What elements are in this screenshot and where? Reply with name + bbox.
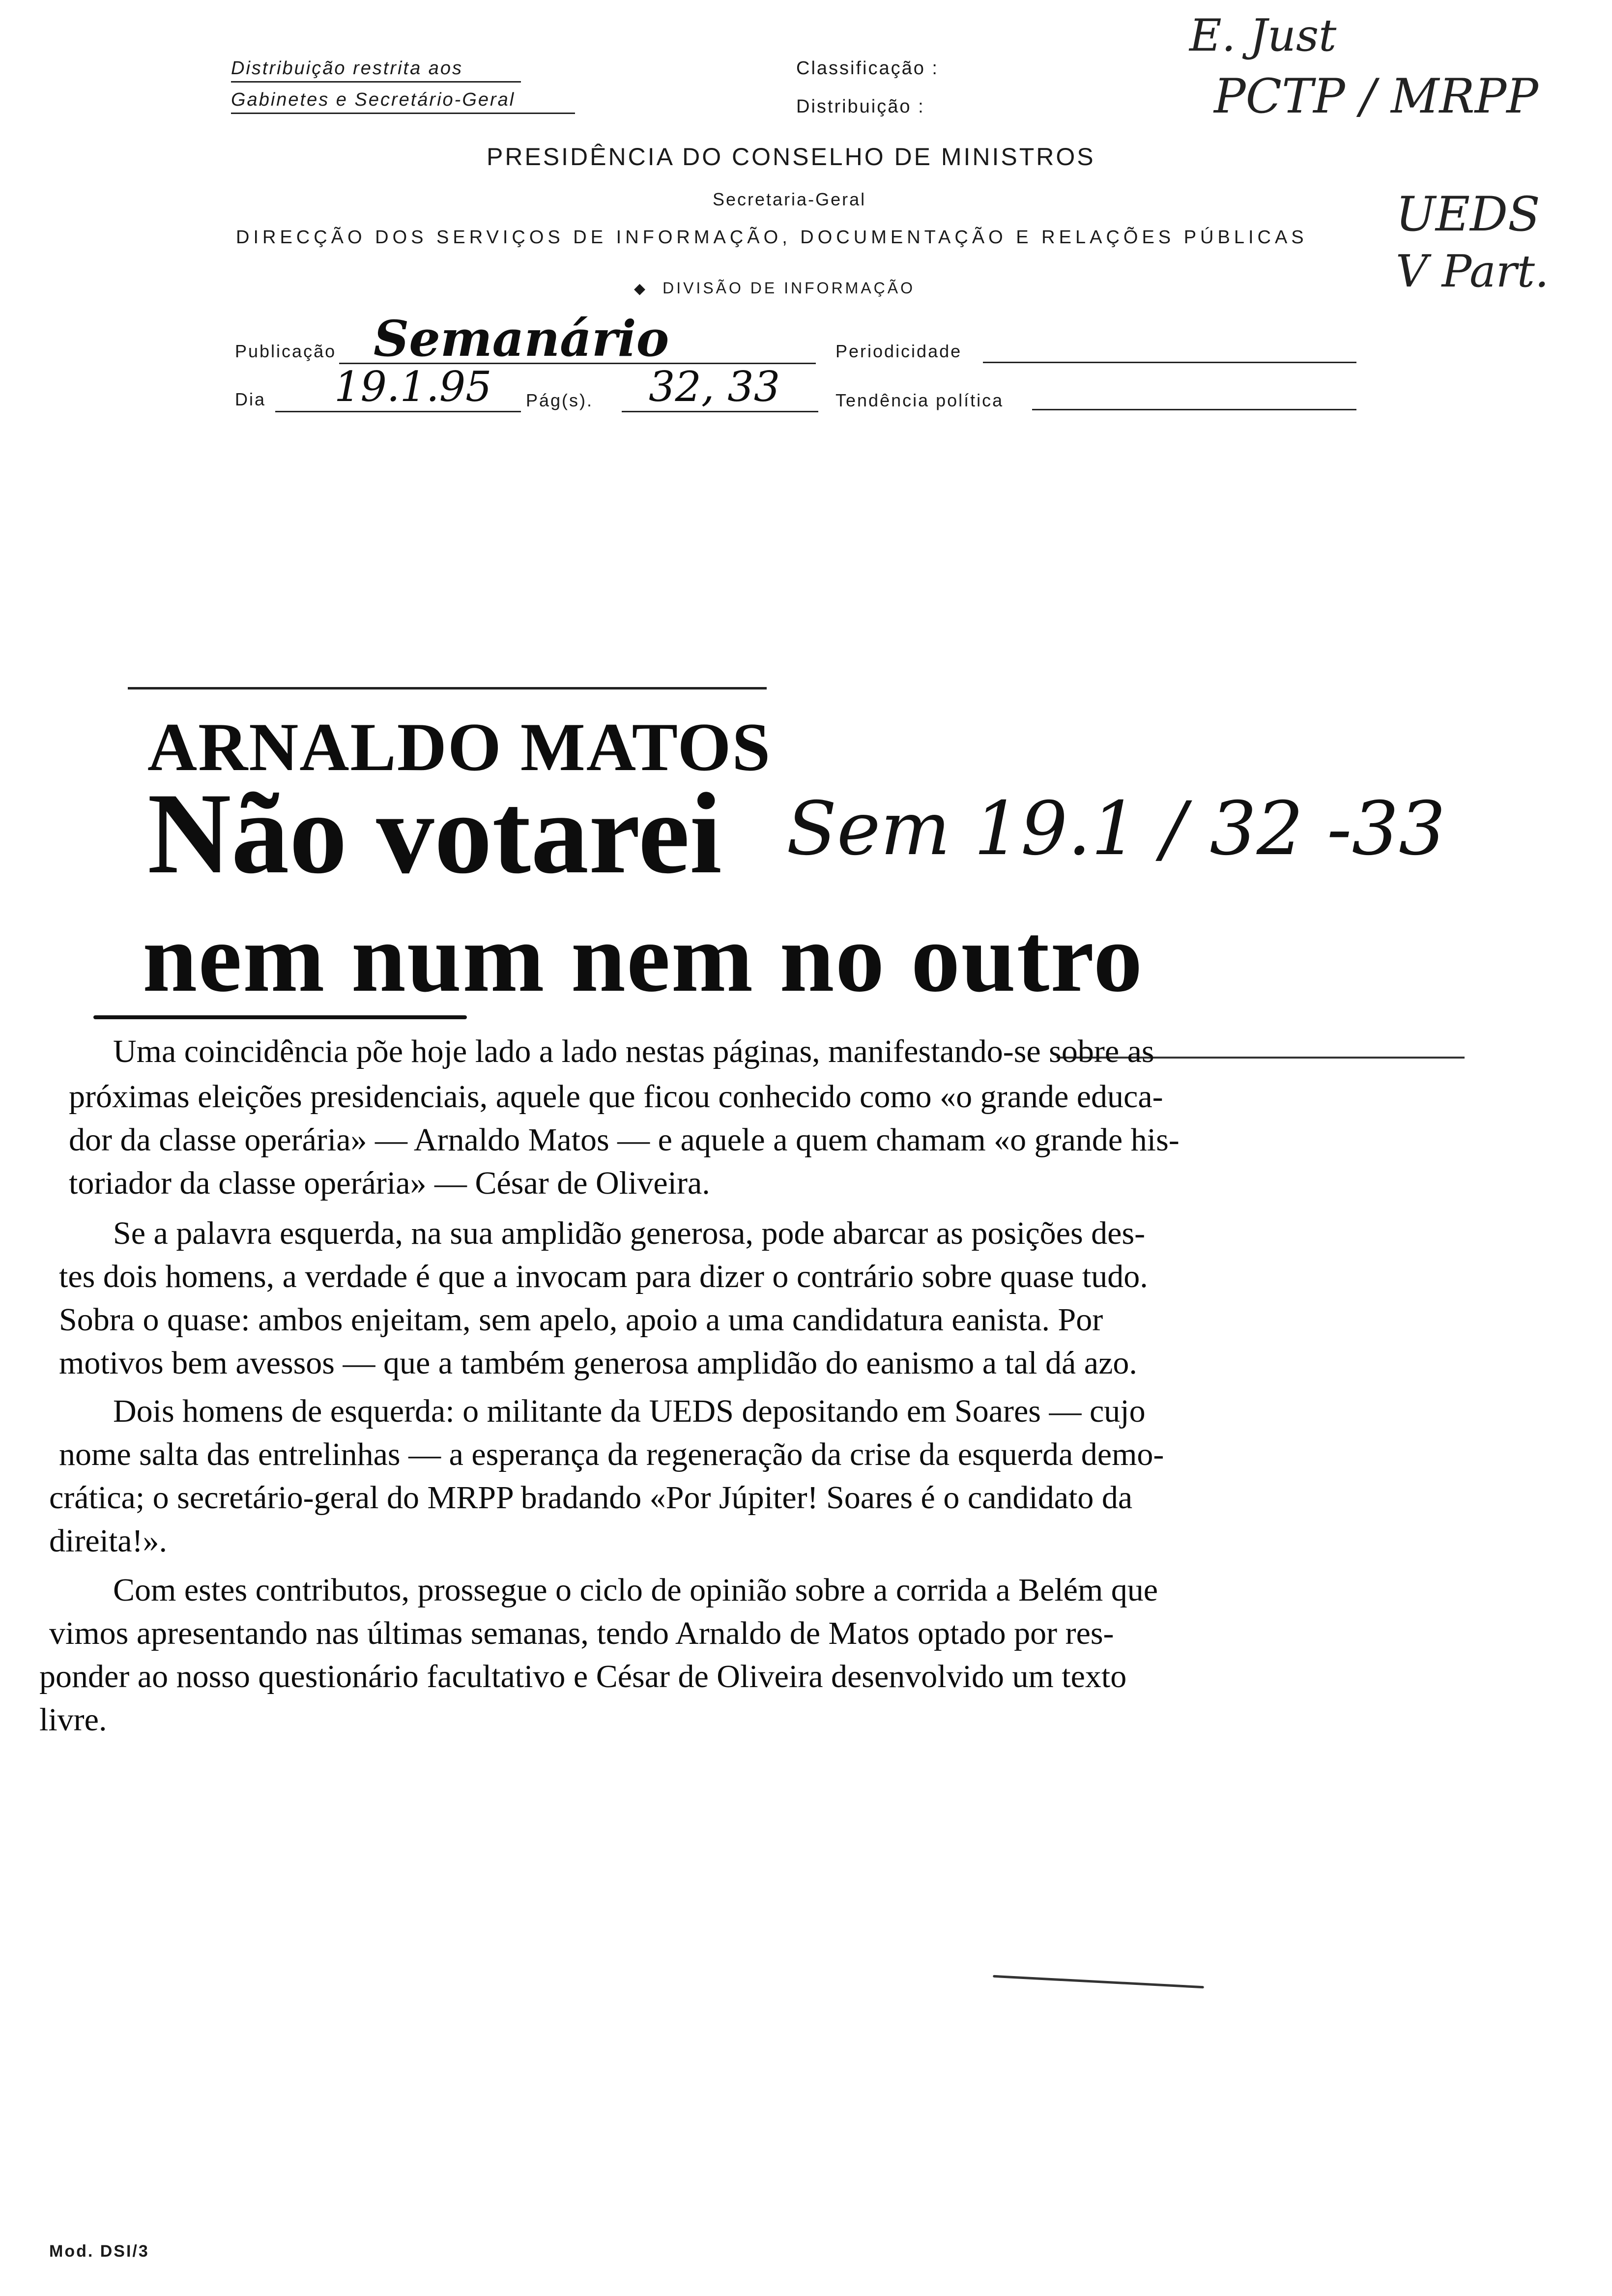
pages-value: 32, 33: [649, 363, 780, 411]
body-line: próximas eleições presidenciais, aquele que ficou conhecido como «o grande educa-: [69, 1079, 1163, 1115]
handwritten-note-3: UEDS: [1396, 187, 1540, 242]
division-label: DIVISÃO DE INFORMAÇÃO: [662, 279, 916, 297]
division-line: [634, 279, 915, 297]
title-underline-left: [93, 1015, 467, 1019]
form-code: Mod. DSI/3: [49, 2242, 149, 2261]
handwritten-note-2: PCTP / MRPP: [1214, 69, 1538, 124]
pages-label: Pág(s).: [526, 390, 594, 410]
bullet-mark: ◆: [634, 281, 648, 297]
publication-label: Publicação: [235, 341, 337, 361]
body-line: Dois homens de esquerda: o militante da UEDS depositando em Soares — cujo: [113, 1393, 1146, 1429]
periodicity-label: Periodicidade: [835, 341, 962, 361]
handwritten-reference: Sem 19.1 / 32 -33: [786, 786, 1446, 872]
body-line: livre.: [39, 1702, 107, 1738]
day-value: 19.1.95: [334, 363, 492, 411]
body-line: tes dois homens, a verdade é que a invocam para dizer o contrário sobre quase tudo.: [59, 1259, 1148, 1294]
distribution-line-1: Distribuição restrita aos: [231, 58, 521, 83]
body-line: dor da classe operária» — Arnaldo Matos — e aquele a quem chamam «o grande his-: [69, 1122, 1180, 1158]
day-fill-line: [275, 411, 521, 412]
body-line: Sobra o quase: ambos enjeitam, sem apelo, apoio a uma candidatura eanista. Por: [59, 1302, 1103, 1338]
day-label: Dia: [235, 389, 266, 409]
article-kicker: ARNALDO MATOS: [147, 709, 772, 785]
directorate-line: DIRECÇÃO DOS SERVIÇOS DE INFORMAÇÃO, DOCUMENTAÇÃO E RELAÇÕES PÚBLICAS: [236, 227, 1308, 248]
handwritten-note-1: E. Just: [1189, 10, 1337, 61]
body-line: vimos apresentando nas últimas semanas, tendo Arnaldo de Matos optado por res-: [49, 1615, 1114, 1651]
distribution-line-2: Gabinetes e Secretário-Geral: [231, 89, 575, 114]
tendency-fill-line: [1032, 409, 1356, 410]
handwritten-note-4: V Part.: [1396, 246, 1549, 297]
classification-label: Classificação :: [796, 58, 939, 79]
body-line: Com estes contributos, prossegue o ciclo de opinião sobre a corrida a Belém que: [113, 1572, 1158, 1608]
body-line: motivos bem avessos — que a também generosa amplidão do eanismo a tal dá azo.: [59, 1345, 1137, 1381]
body-line: nome salta das entrelinhas — a esperança da regeneração da crise da esquerda demo-: [59, 1436, 1164, 1472]
body-line: crática; o secretário-geral do MRPP bradando «Por Júpiter! Soares é o candidato da: [49, 1480, 1133, 1516]
body-line: Uma coincidência põe hoje lado a lado nestas páginas, manifestando-se sobre as: [113, 1033, 1154, 1069]
tendency-label: Tendência política: [835, 390, 1004, 410]
body-line: toriador da classe operária» — César de Oliveira.: [69, 1165, 710, 1201]
body-line: Se a palavra esquerda, na sua amplidão generosa, pode abarcar as posições des-: [113, 1215, 1146, 1251]
publication-value: Semanário: [374, 310, 669, 368]
distribution-restriction: [231, 58, 575, 114]
periodicity-fill-line: [983, 362, 1356, 363]
article-end-mark: [993, 1975, 1204, 1988]
distribution-label: Distribuição :: [796, 96, 925, 117]
body-line: direita!».: [49, 1523, 168, 1559]
org-subtitle: Secretaria-Geral: [713, 189, 866, 209]
body-line: ponder ao nosso questionário facultativo e César de Oliveira desenvolvido um texto: [39, 1659, 1127, 1694]
article-title-line-1: Não votarei: [147, 770, 722, 898]
article-title-line-2: nem num nem no outro: [143, 904, 1144, 1012]
clipping-top-rule: [128, 687, 767, 689]
pages-fill-line: [622, 411, 818, 412]
org-title: PRESIDÊNCIA DO CONSELHO DE MINISTROS: [487, 143, 1095, 171]
